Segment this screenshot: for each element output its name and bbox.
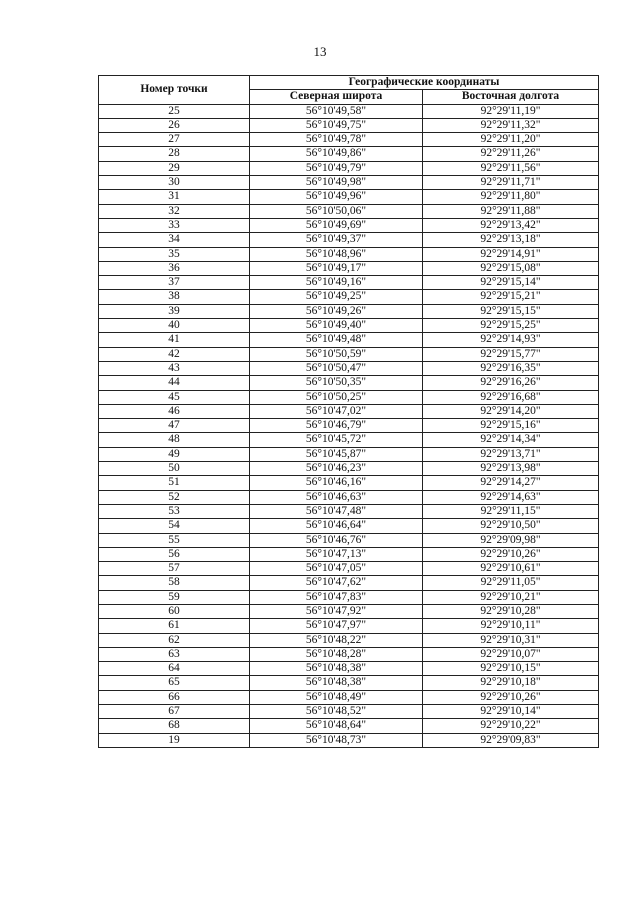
east-longitude-cell: 92°29'11,32" (423, 118, 599, 132)
east-longitude-cell: 92°29'10,61" (423, 562, 599, 576)
point-number-cell: 63 (99, 647, 250, 661)
header-east-longitude: Восточная долгота (423, 90, 599, 104)
point-number-cell: 57 (99, 562, 250, 576)
point-number-cell: 58 (99, 576, 250, 590)
north-latitude-cell: 56°10'46,79" (250, 419, 423, 433)
east-longitude-cell: 92°29'10,21" (423, 590, 599, 604)
north-latitude-cell: 56°10'47,02" (250, 404, 423, 418)
table-body (99, 104, 599, 747)
table-row (99, 490, 599, 504)
point-number-cell: 51 (99, 476, 250, 490)
east-longitude-cell: 92°29'16,68" (423, 390, 599, 404)
table-row (99, 633, 599, 647)
north-latitude-cell: 56°10'46,64" (250, 519, 423, 533)
east-longitude-cell: 92°29'11,26" (423, 147, 599, 161)
table-row (99, 504, 599, 518)
east-longitude-cell: 92°29'10,31" (423, 633, 599, 647)
table-row (99, 719, 599, 733)
point-number-cell: 66 (99, 690, 250, 704)
table-row (99, 433, 599, 447)
north-latitude-cell: 56°10'49,58" (250, 104, 423, 118)
north-latitude-cell: 56°10'46,16" (250, 476, 423, 490)
point-number-cell: 61 (99, 619, 250, 633)
east-longitude-cell: 92°29'11,19" (423, 104, 599, 118)
north-latitude-cell: 56°10'50,35" (250, 376, 423, 390)
table-row (99, 676, 599, 690)
north-latitude-cell: 56°10'47,62" (250, 576, 423, 590)
north-latitude-cell: 56°10'48,22" (250, 633, 423, 647)
north-latitude-cell: 56°10'49,37" (250, 233, 423, 247)
table-row (99, 647, 599, 661)
point-number-cell: 50 (99, 462, 250, 476)
table-row (99, 476, 599, 490)
point-number-cell: 47 (99, 419, 250, 433)
point-number-cell: 52 (99, 490, 250, 504)
east-longitude-cell: 92°29'10,28" (423, 604, 599, 618)
table-row (99, 419, 599, 433)
point-number-cell: 38 (99, 290, 250, 304)
point-number-cell: 36 (99, 261, 250, 275)
table-row (99, 304, 599, 318)
north-latitude-cell: 56°10'45,87" (250, 447, 423, 461)
table-row (99, 576, 599, 590)
point-number-cell: 19 (99, 733, 250, 747)
point-number-cell: 37 (99, 276, 250, 290)
table-row (99, 705, 599, 719)
east-longitude-cell: 92°29'13,98" (423, 462, 599, 476)
east-longitude-cell: 92°29'10,11" (423, 619, 599, 633)
point-number-cell: 40 (99, 319, 250, 333)
east-longitude-cell: 92°29'13,18" (423, 233, 599, 247)
east-longitude-cell: 92°29'16,35" (423, 361, 599, 375)
north-latitude-cell: 56°10'49,98" (250, 176, 423, 190)
table-row (99, 319, 599, 333)
north-latitude-cell: 56°10'47,97" (250, 619, 423, 633)
table-row (99, 604, 599, 618)
east-longitude-cell: 92°29'15,14" (423, 276, 599, 290)
north-latitude-cell: 56°10'50,59" (250, 347, 423, 361)
table-row (99, 547, 599, 561)
east-longitude-cell: 92°29'14,63" (423, 490, 599, 504)
east-longitude-cell: 92°29'11,88" (423, 204, 599, 218)
point-number-cell: 56 (99, 547, 250, 561)
point-number-cell: 28 (99, 147, 250, 161)
table-row (99, 204, 599, 218)
east-longitude-cell: 92°29'14,93" (423, 333, 599, 347)
east-longitude-cell: 92°29'14,34" (423, 433, 599, 447)
point-number-cell: 49 (99, 447, 250, 461)
table-row (99, 118, 599, 132)
point-number-cell: 35 (99, 247, 250, 261)
point-number-cell: 32 (99, 204, 250, 218)
table-row (99, 462, 599, 476)
north-latitude-cell: 56°10'49,86" (250, 147, 423, 161)
north-latitude-cell: 56°10'46,76" (250, 533, 423, 547)
point-number-cell: 27 (99, 133, 250, 147)
east-longitude-cell: 92°29'10,22" (423, 719, 599, 733)
point-number-cell: 60 (99, 604, 250, 618)
table-row (99, 218, 599, 232)
north-latitude-cell: 56°10'48,73" (250, 733, 423, 747)
north-latitude-cell: 56°10'48,64" (250, 719, 423, 733)
north-latitude-cell: 56°10'47,05" (250, 562, 423, 576)
table-row (99, 390, 599, 404)
point-number-cell: 30 (99, 176, 250, 190)
table-row (99, 404, 599, 418)
table-row (99, 447, 599, 461)
point-number-cell: 26 (99, 118, 250, 132)
point-number-cell: 59 (99, 590, 250, 604)
point-number-cell: 41 (99, 333, 250, 347)
east-longitude-cell: 92°29'15,77" (423, 347, 599, 361)
point-number-cell: 25 (99, 104, 250, 118)
page-number: 13 (313, 44, 327, 59)
east-longitude-cell: 92°29'15,21" (423, 290, 599, 304)
point-number-cell: 65 (99, 676, 250, 690)
table-row (99, 290, 599, 304)
north-latitude-cell: 56°10'49,40" (250, 319, 423, 333)
point-number-cell: 55 (99, 533, 250, 547)
east-longitude-cell: 92°29'10,26" (423, 690, 599, 704)
north-latitude-cell: 56°10'49,48" (250, 333, 423, 347)
point-number-cell: 64 (99, 662, 250, 676)
east-longitude-cell: 92°29'10,14" (423, 705, 599, 719)
east-longitude-cell: 92°29'16,26" (423, 376, 599, 390)
north-latitude-cell: 56°10'48,52" (250, 705, 423, 719)
east-longitude-cell: 92°29'14,91" (423, 247, 599, 261)
east-longitude-cell: 92°29'11,20" (423, 133, 599, 147)
north-latitude-cell: 56°10'47,83" (250, 590, 423, 604)
north-latitude-cell: 56°10'48,96" (250, 247, 423, 261)
east-longitude-cell: 92°29'09,98" (423, 533, 599, 547)
point-number-cell: 29 (99, 161, 250, 175)
table-row (99, 733, 599, 747)
north-latitude-cell: 56°10'47,92" (250, 604, 423, 618)
north-latitude-cell: 56°10'49,26" (250, 304, 423, 318)
point-number-cell: 31 (99, 190, 250, 204)
table-row (99, 533, 599, 547)
table-row (99, 133, 599, 147)
east-longitude-cell: 92°29'13,71" (423, 447, 599, 461)
north-latitude-cell: 56°10'50,25" (250, 390, 423, 404)
north-latitude-cell: 56°10'49,17" (250, 261, 423, 275)
north-latitude-cell: 56°10'49,75" (250, 118, 423, 132)
header-north-latitude: Северная широта (250, 90, 423, 104)
table-row (99, 147, 599, 161)
header-row-1 (99, 76, 599, 90)
point-number-cell: 54 (99, 519, 250, 533)
point-number-cell: 33 (99, 218, 250, 232)
east-longitude-cell: 92°29'10,26" (423, 547, 599, 561)
table-row (99, 276, 599, 290)
north-latitude-cell: 56°10'45,72" (250, 433, 423, 447)
point-number-cell: 43 (99, 361, 250, 375)
point-number-cell: 42 (99, 347, 250, 361)
point-number-cell: 53 (99, 504, 250, 518)
east-longitude-cell: 92°29'09,83" (423, 733, 599, 747)
north-latitude-cell: 56°10'49,96" (250, 190, 423, 204)
table-row (99, 662, 599, 676)
east-longitude-cell: 92°29'15,08" (423, 261, 599, 275)
point-number-cell: 62 (99, 633, 250, 647)
east-longitude-cell: 92°29'15,25" (423, 319, 599, 333)
point-number-cell: 48 (99, 433, 250, 447)
north-latitude-cell: 56°10'46,23" (250, 462, 423, 476)
north-latitude-cell: 56°10'50,06" (250, 204, 423, 218)
table-row (99, 619, 599, 633)
east-longitude-cell: 92°29'14,27" (423, 476, 599, 490)
east-longitude-cell: 92°29'15,15" (423, 304, 599, 318)
east-longitude-cell: 92°29'11,71" (423, 176, 599, 190)
east-longitude-cell: 92°29'11,56" (423, 161, 599, 175)
north-latitude-cell: 56°10'49,25" (250, 290, 423, 304)
north-latitude-cell: 56°10'48,38" (250, 662, 423, 676)
point-number-cell: 45 (99, 390, 250, 404)
table-row (99, 590, 599, 604)
point-number-cell: 68 (99, 719, 250, 733)
east-longitude-cell: 92°29'11,05" (423, 576, 599, 590)
point-number-cell: 44 (99, 376, 250, 390)
north-latitude-cell: 56°10'47,13" (250, 547, 423, 561)
north-latitude-cell: 56°10'49,78" (250, 133, 423, 147)
table-header (99, 76, 599, 105)
north-latitude-cell: 56°10'49,79" (250, 161, 423, 175)
table-row (99, 104, 599, 118)
header-point-number: Номер точки (99, 76, 250, 105)
table-row (99, 347, 599, 361)
table-row (99, 562, 599, 576)
table-row (99, 190, 599, 204)
north-latitude-cell: 56°10'48,49" (250, 690, 423, 704)
table-row (99, 233, 599, 247)
table-row (99, 690, 599, 704)
north-latitude-cell: 56°10'47,48" (250, 504, 423, 518)
east-longitude-cell: 92°29'14,20" (423, 404, 599, 418)
east-longitude-cell: 92°29'10,15" (423, 662, 599, 676)
north-latitude-cell: 56°10'48,28" (250, 647, 423, 661)
point-number-cell: 67 (99, 705, 250, 719)
east-longitude-cell: 92°29'10,18" (423, 676, 599, 690)
point-number-cell: 34 (99, 233, 250, 247)
point-number-cell: 39 (99, 304, 250, 318)
east-longitude-cell: 92°29'13,42" (423, 218, 599, 232)
table-row (99, 161, 599, 175)
north-latitude-cell: 56°10'49,16" (250, 276, 423, 290)
table-row (99, 247, 599, 261)
table-row (99, 176, 599, 190)
table-row (99, 261, 599, 275)
point-number-cell: 46 (99, 404, 250, 418)
coordinates-table (98, 75, 599, 748)
table-row (99, 361, 599, 375)
east-longitude-cell: 92°29'11,80" (423, 190, 599, 204)
north-latitude-cell: 56°10'49,69" (250, 218, 423, 232)
east-longitude-cell: 92°29'10,07" (423, 647, 599, 661)
north-latitude-cell: 56°10'46,63" (250, 490, 423, 504)
table-row (99, 376, 599, 390)
table-row (99, 519, 599, 533)
east-longitude-cell: 92°29'15,16" (423, 419, 599, 433)
north-latitude-cell: 56°10'48,38" (250, 676, 423, 690)
table-row (99, 333, 599, 347)
east-longitude-cell: 92°29'10,50" (423, 519, 599, 533)
east-longitude-cell: 92°29'11,15" (423, 504, 599, 518)
header-geographic-coordinates: Географические координаты (250, 76, 599, 90)
north-latitude-cell: 56°10'50,47" (250, 361, 423, 375)
